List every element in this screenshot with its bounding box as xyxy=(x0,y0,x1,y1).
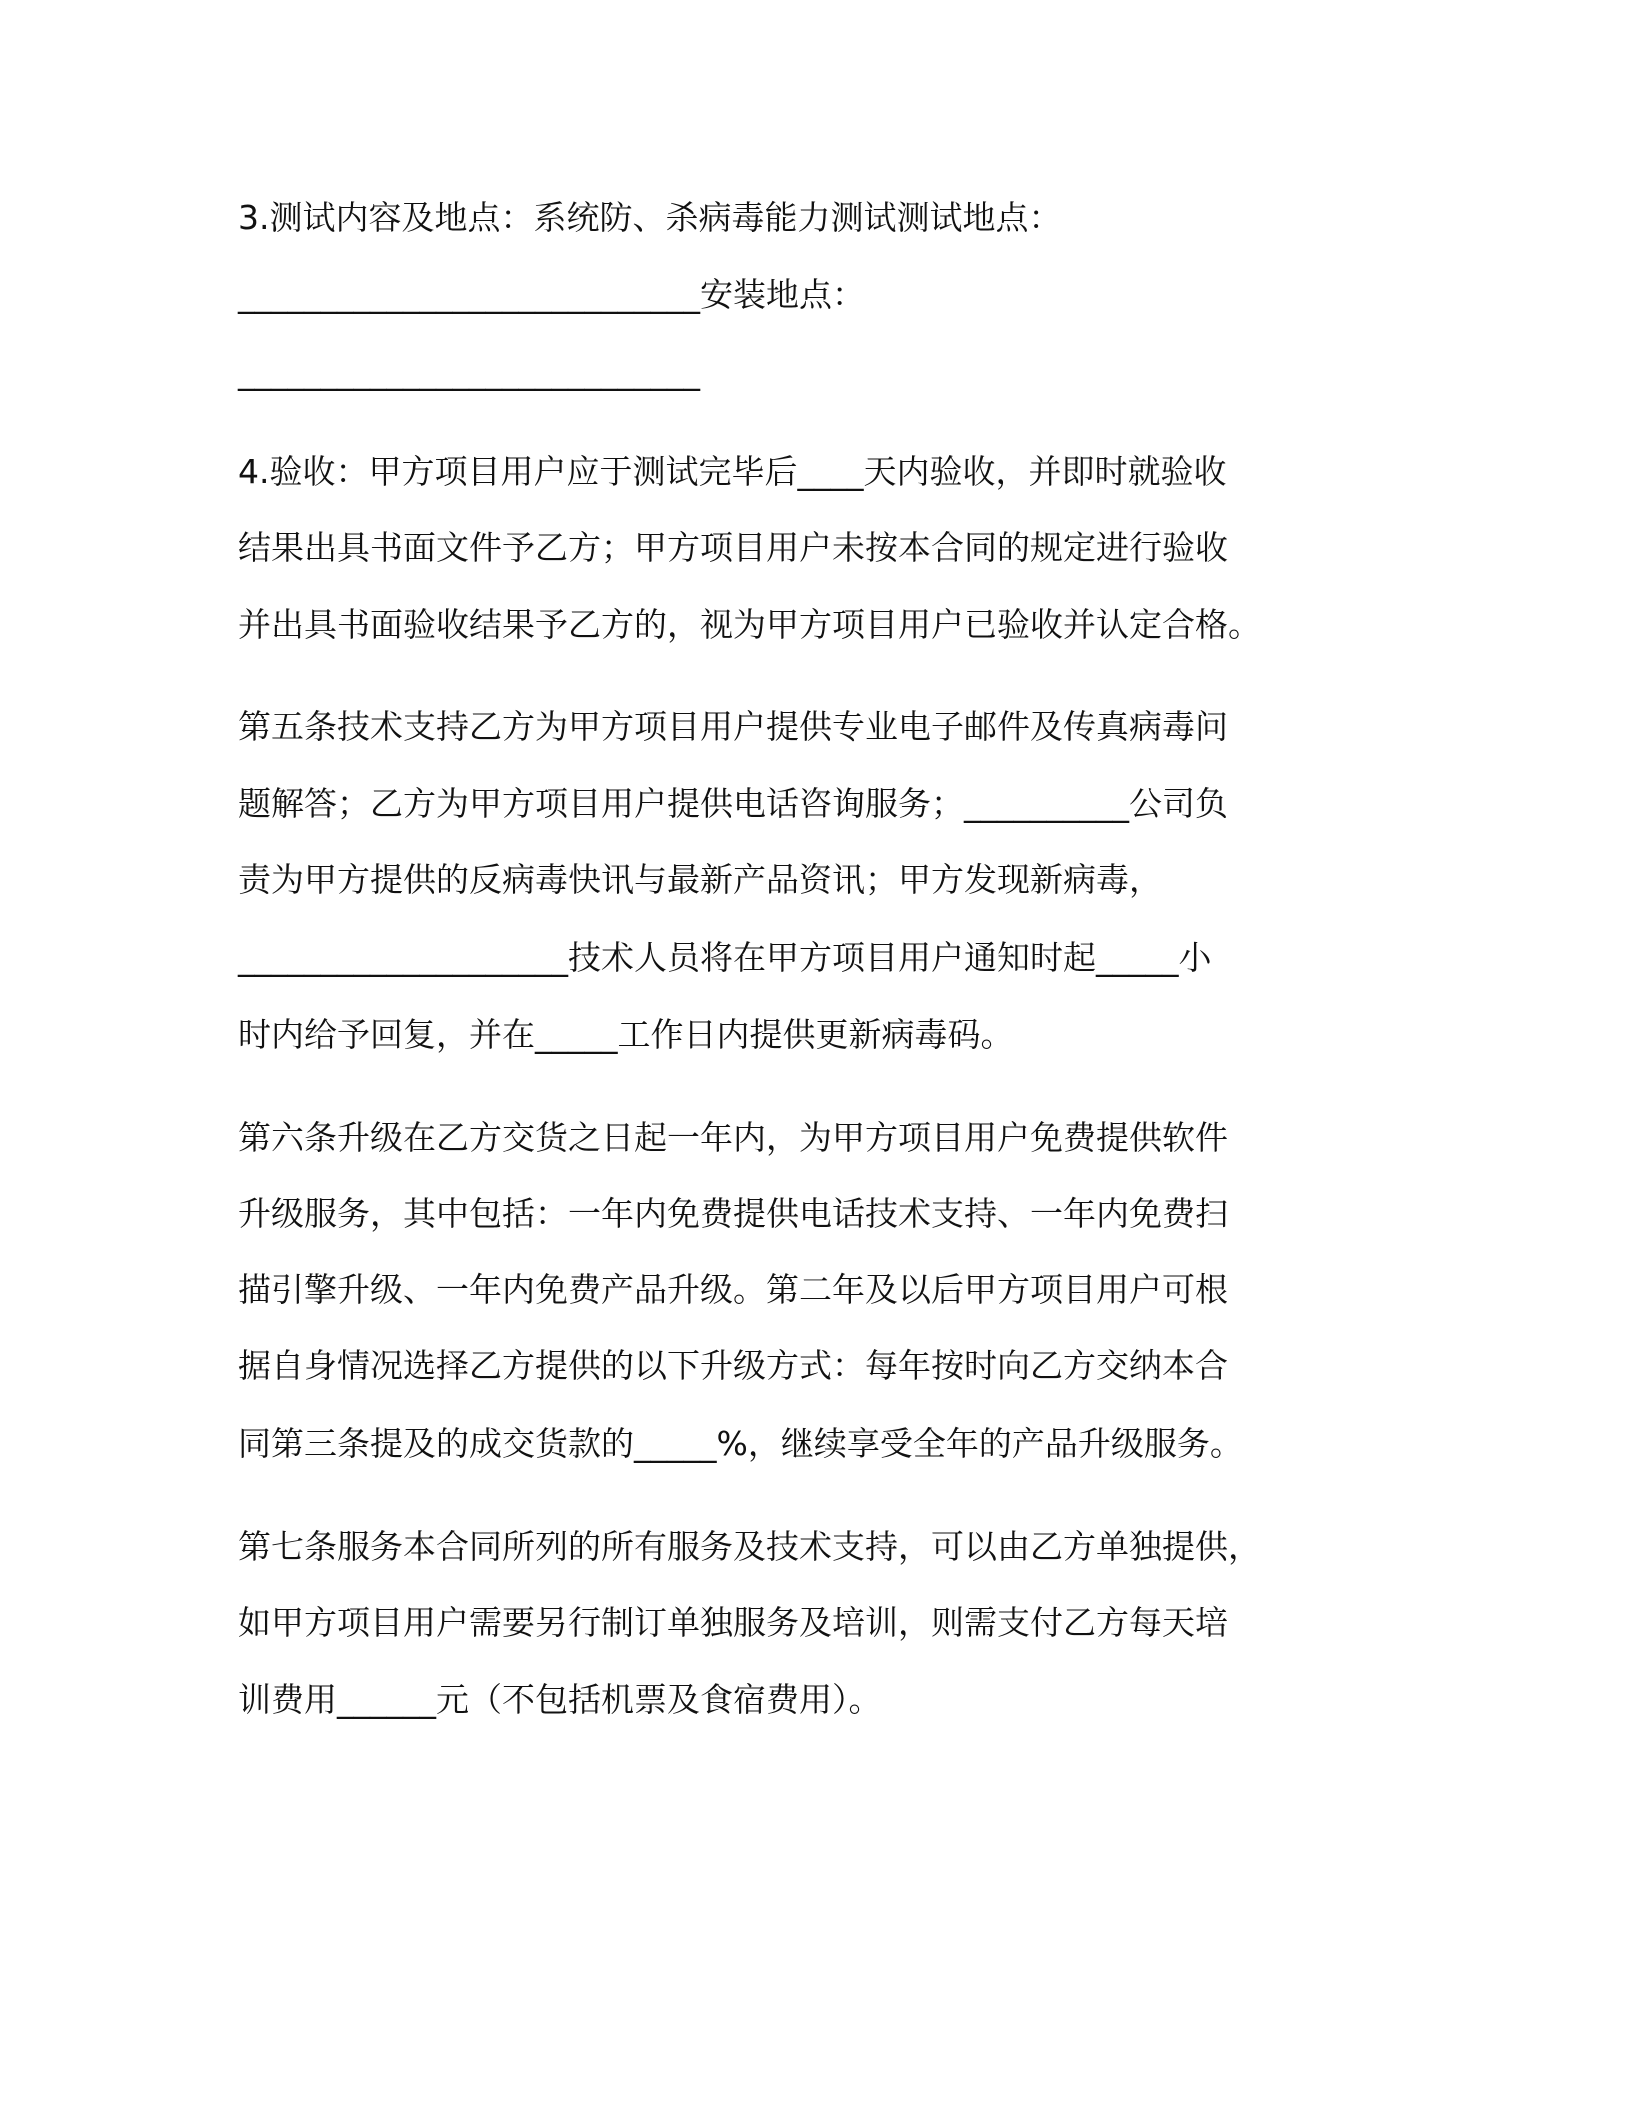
text-line: 结果出具书面文件予乙方；甲方项目用户未按本合同的规定进行验收 xyxy=(238,528,1228,567)
text-line: ____________________技术人员将在甲方项目用户通知时起_____小 xyxy=(238,938,1212,977)
text-line: 如甲方项目用户需要另行制订单独服务及培训，则需支付乙方每天培 xyxy=(238,1603,1228,1642)
text-line: 升级服务，其中包括：一年内免费提供电话技术支持、一年内免费扫 xyxy=(238,1194,1228,1233)
text-line: 第六条升级在乙方交货之日起一年内，为甲方项目用户免费提供软件 xyxy=(238,1118,1228,1157)
text-line: 责为甲方提供的反病毒快讯与最新产品资讯；甲方发现新病毒， xyxy=(238,860,1162,899)
text-line: 第七条服务本合同所列的所有服务及技术支持，可以由乙方单独提供， xyxy=(238,1527,1261,1566)
text-line: 描引擎升级、一年内免费产品升级。第二年及以后甲方项目用户可根 xyxy=(238,1270,1228,1309)
text-line: 题解答；乙方为甲方项目用户提供电话咨询服务；__________公司负 xyxy=(238,784,1228,823)
text-line: 训费用______元（不包括机票及食宿费用）。 xyxy=(238,1680,882,1719)
text-line: 3.测试内容及地点：系统防、杀病毒能力测试测试地点： xyxy=(238,198,1062,237)
text-line: 据自身情况选择乙方提供的以下升级方式：每年按时向乙方交纳本合 xyxy=(238,1346,1228,1385)
text-line: 并出具书面验收结果予乙方的，视为甲方项目用户已验收并认定合格。 xyxy=(238,605,1261,644)
text-line: ____________________________安装地点： xyxy=(238,275,865,314)
text-line: 第五条技术支持乙方为甲方项目用户提供专业电子邮件及传真病毒问 xyxy=(238,707,1228,746)
text-line: ____________________________ xyxy=(238,352,700,391)
text-line: 4.验收：甲方项目用户应于测试完毕后____天内验收，并即时就验收 xyxy=(238,452,1227,491)
text-line: 时内给予回复，并在_____工作日内提供更新病毒码。 xyxy=(238,1015,1014,1054)
text-line: 同第三条提及的成交货款的_____%，继续享受全年的产品升级服务。 xyxy=(238,1424,1243,1463)
